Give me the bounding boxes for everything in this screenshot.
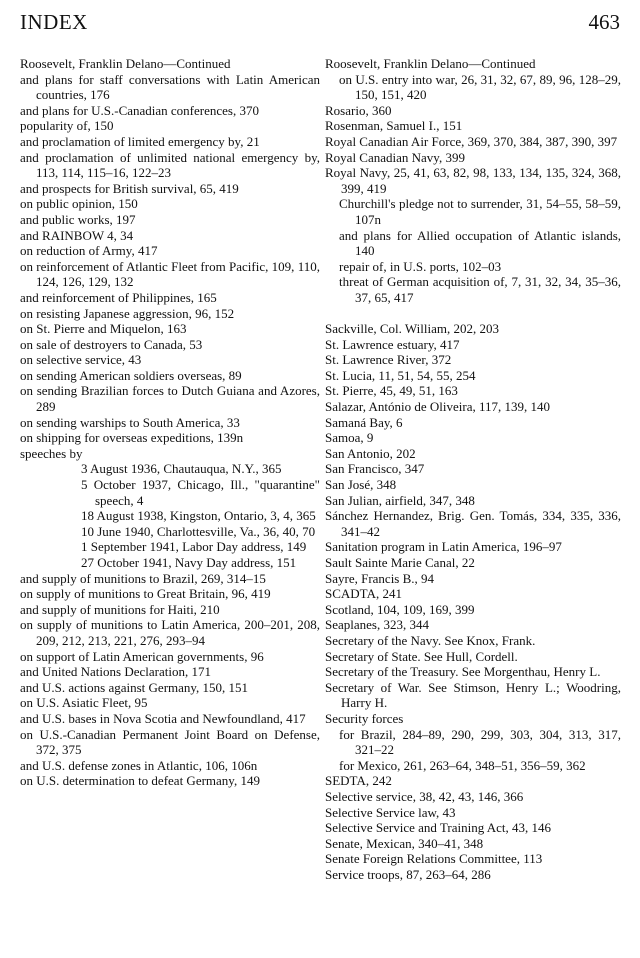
index-heading: INDEX	[20, 10, 88, 34]
index-subentry: 10 June 1940, Charlottesville, Va., 36, 40, 70	[81, 523, 316, 539]
index-entry: Roosevelt, Franklin Delano—Continued	[325, 56, 536, 71]
index-subentry: on U.S. entry into war, 26, 31, 32, 67, 89, 96, 128–29, 150, 151, 420	[339, 71, 621, 103]
index-entry: on public opinion, 150	[20, 196, 138, 212]
index-entry: on U.S. Asiatic Fleet, 95	[20, 695, 148, 711]
index-subentry: 1 September 1941, Labor Day address, 149	[81, 539, 307, 555]
index-entry: Selective Service and Training Act, 43, 146	[325, 820, 552, 836]
index-entry: on support of Latin American governments, 96	[20, 648, 264, 664]
index-entry: on supply of munitions to Latin America, 200–201, 208, 209, 212, 213, 221, 276, 293–94	[20, 617, 320, 648]
index-entry: St. Pierre, 45, 49, 51, 163	[325, 383, 458, 399]
index-entry: SEDTA, 242	[325, 773, 392, 789]
index-entry: St. Lucia, 11, 51, 54, 55, 254	[325, 367, 476, 383]
index-entry: on resisting Japanese aggression, 96, 152	[20, 305, 235, 321]
page-header	[20, 10, 620, 42]
index-entry: Royal Canadian Air Force, 369, 370, 384, 387, 390, 397	[325, 133, 618, 149]
index-entry: Selective Service law, 43	[325, 804, 456, 820]
index-entry: St. Lawrence estuary, 417	[325, 336, 460, 352]
index-entry: and public works, 197	[20, 211, 136, 227]
index-entry: Service troops, 87, 263–64, 286	[325, 866, 491, 882]
index-entry: Roosevelt, Franklin Delano—Continued	[20, 56, 231, 71]
index-entry: Secretary of the Treasury. See Morgenthau, Henry L.	[325, 664, 601, 680]
index-entry: San José, 348	[325, 477, 397, 493]
index-subentry: for Brazil, 284–89, 290, 299, 303, 304, 313, 317, 321–22	[339, 726, 621, 758]
index-entry: Rosenman, Samuel I., 151	[325, 118, 463, 134]
index-entry: Sanitation program in Latin America, 196–97	[325, 539, 562, 555]
index-entry: and U.S. bases in Nova Scotia and Newfoundland, 417	[20, 710, 306, 726]
index-column-left	[20, 56, 320, 789]
index-entry: and proclamation of unlimited national emergency by, 113, 114, 115–16, 122–23	[20, 149, 320, 181]
index-subentry: repair of, in U.S. ports, 102–03	[339, 258, 502, 274]
index-entry: and prospects for British survival, 65, 419	[20, 180, 239, 196]
index-entry: SCADTA, 241	[325, 586, 402, 602]
index-subentry: 18 August 1938, Kingston, Ontario, 3, 4, 365	[81, 508, 316, 524]
index-subentry: for Mexico, 261, 263–64, 348–51, 356–59, 362	[339, 757, 586, 773]
index-entry: Sayre, Francis B., 94	[325, 570, 435, 586]
section-gap	[325, 306, 621, 322]
index-entry: Secretary of the Navy. See Knox, Frank.	[325, 632, 536, 648]
index-entry: on U.S. determination to defeat Germany, 149	[20, 773, 260, 789]
index-column-right	[325, 56, 621, 882]
index-entry: St. Lawrence River, 372	[325, 352, 452, 368]
index-entry: and plans for U.S.-Canadian conferences, 370	[20, 102, 259, 118]
index-entry: Royal Navy, 25, 41, 63, 82, 98, 133, 134, 135, 324, 368, 399, 419	[325, 165, 621, 196]
index-entry: on sending warships to South America, 33	[20, 414, 240, 430]
index-entry: and reinforcement of Philippines, 165	[20, 289, 217, 305]
index-entry: Sackville, Col. William, 202, 203	[325, 321, 500, 337]
index-entry: Scotland, 104, 109, 169, 399	[325, 601, 475, 617]
index-entry: Secretary of State. See Hull, Cordell.	[325, 648, 518, 664]
index-entry: and supply of munitions for Haiti, 210	[20, 601, 220, 617]
index-subentry: Churchill's pledge not to surrender, 31, 54–55, 58–59, 107n	[339, 196, 621, 227]
index-entry: on sending American soldiers overseas, 89	[20, 367, 242, 383]
index-entry: on sale of destroyers to Canada, 53	[20, 336, 203, 352]
index-entry: Seaplanes, 323, 344	[325, 617, 429, 633]
index-entry: San Antonio, 202	[325, 445, 416, 461]
index-entry: and plans for staff conversations with Latin American countries, 176	[20, 71, 320, 103]
index-entry: and U.S. actions against Germany, 150, 151	[20, 679, 249, 695]
page-number: 463	[588, 10, 620, 34]
index-entry: on U.S.-Canadian Permanent Joint Board on Defense, 372, 375	[20, 726, 320, 758]
index-entry: and proclamation of limited emergency by, 21	[20, 133, 260, 149]
index-entry: on reinforcement of Atlantic Fleet from Pacific, 109, 110, 124, 126, 129, 132	[20, 258, 320, 290]
index-subentry: and plans for Allied occupation of Atlantic islands, 140	[339, 227, 621, 259]
index-entry: Security forces	[325, 710, 404, 726]
index-entry: on supply of munitions to Great Britain, 96, 419	[20, 586, 271, 602]
index-entry: Senate, Mexican, 340–41, 348	[325, 835, 484, 851]
index-subentry: 5 October 1937, Chicago, Ill., "quarantine" speech, 4	[81, 477, 320, 508]
index-entry: and supply of munitions to Brazil, 269, 314–15	[20, 570, 266, 586]
index-subentry: threat of German acquisition of, 7, 31, 32, 34, 35–36, 37, 65, 417	[339, 274, 621, 305]
index-entry: Senate Foreign Relations Committee, 113	[325, 851, 543, 867]
index-entry: Selective service, 38, 42, 43, 146, 366	[325, 788, 524, 804]
index-entry: on St. Pierre and Miquelon, 163	[20, 321, 187, 337]
index-entry: on shipping for overseas expeditions, 139n	[20, 430, 244, 446]
index-subentry: 3 August 1936, Chautauqua, N.Y., 365	[81, 461, 282, 477]
index-subentry: 27 October 1941, Navy Day address, 151	[81, 555, 297, 570]
index-entry: and U.S. defense zones in Atlantic, 106, 106n	[20, 757, 258, 773]
index-entry: San Julian, airfield, 347, 348	[325, 492, 475, 508]
index-entry: speeches by	[20, 445, 83, 461]
index-entry: and RAINBOW 4, 34	[20, 227, 134, 243]
index-entry: on reduction of Army, 417	[20, 243, 158, 259]
index-entry: Samoa, 9	[325, 430, 374, 446]
index-entry: on selective service, 43	[20, 352, 142, 368]
index-entry: and United Nations Declaration, 171	[20, 664, 211, 680]
index-entry: popularity of, 150	[20, 118, 114, 134]
index-entry: Salazar, António de Oliveira, 117, 139, 140	[325, 399, 551, 415]
index-entry: Sault Sainte Marie Canal, 22	[325, 555, 475, 570]
index-entry: San Francisco, 347	[325, 461, 425, 477]
index-entry: on sending Brazilian forces to Dutch Guiana and Azores, 289	[20, 383, 320, 415]
index-entry: Samaná Bay, 6	[325, 414, 403, 430]
index-entry: Royal Canadian Navy, 399	[325, 149, 465, 165]
index-entry: Secretary of War. See Stimson, Henry L.; Woodring, Harry H.	[325, 679, 621, 711]
index-entry: Rosario, 360	[325, 102, 392, 118]
index-entry: Sánchez Hernandez, Brig. Gen. Tomás, 334, 335, 336, 341–42	[325, 508, 621, 539]
